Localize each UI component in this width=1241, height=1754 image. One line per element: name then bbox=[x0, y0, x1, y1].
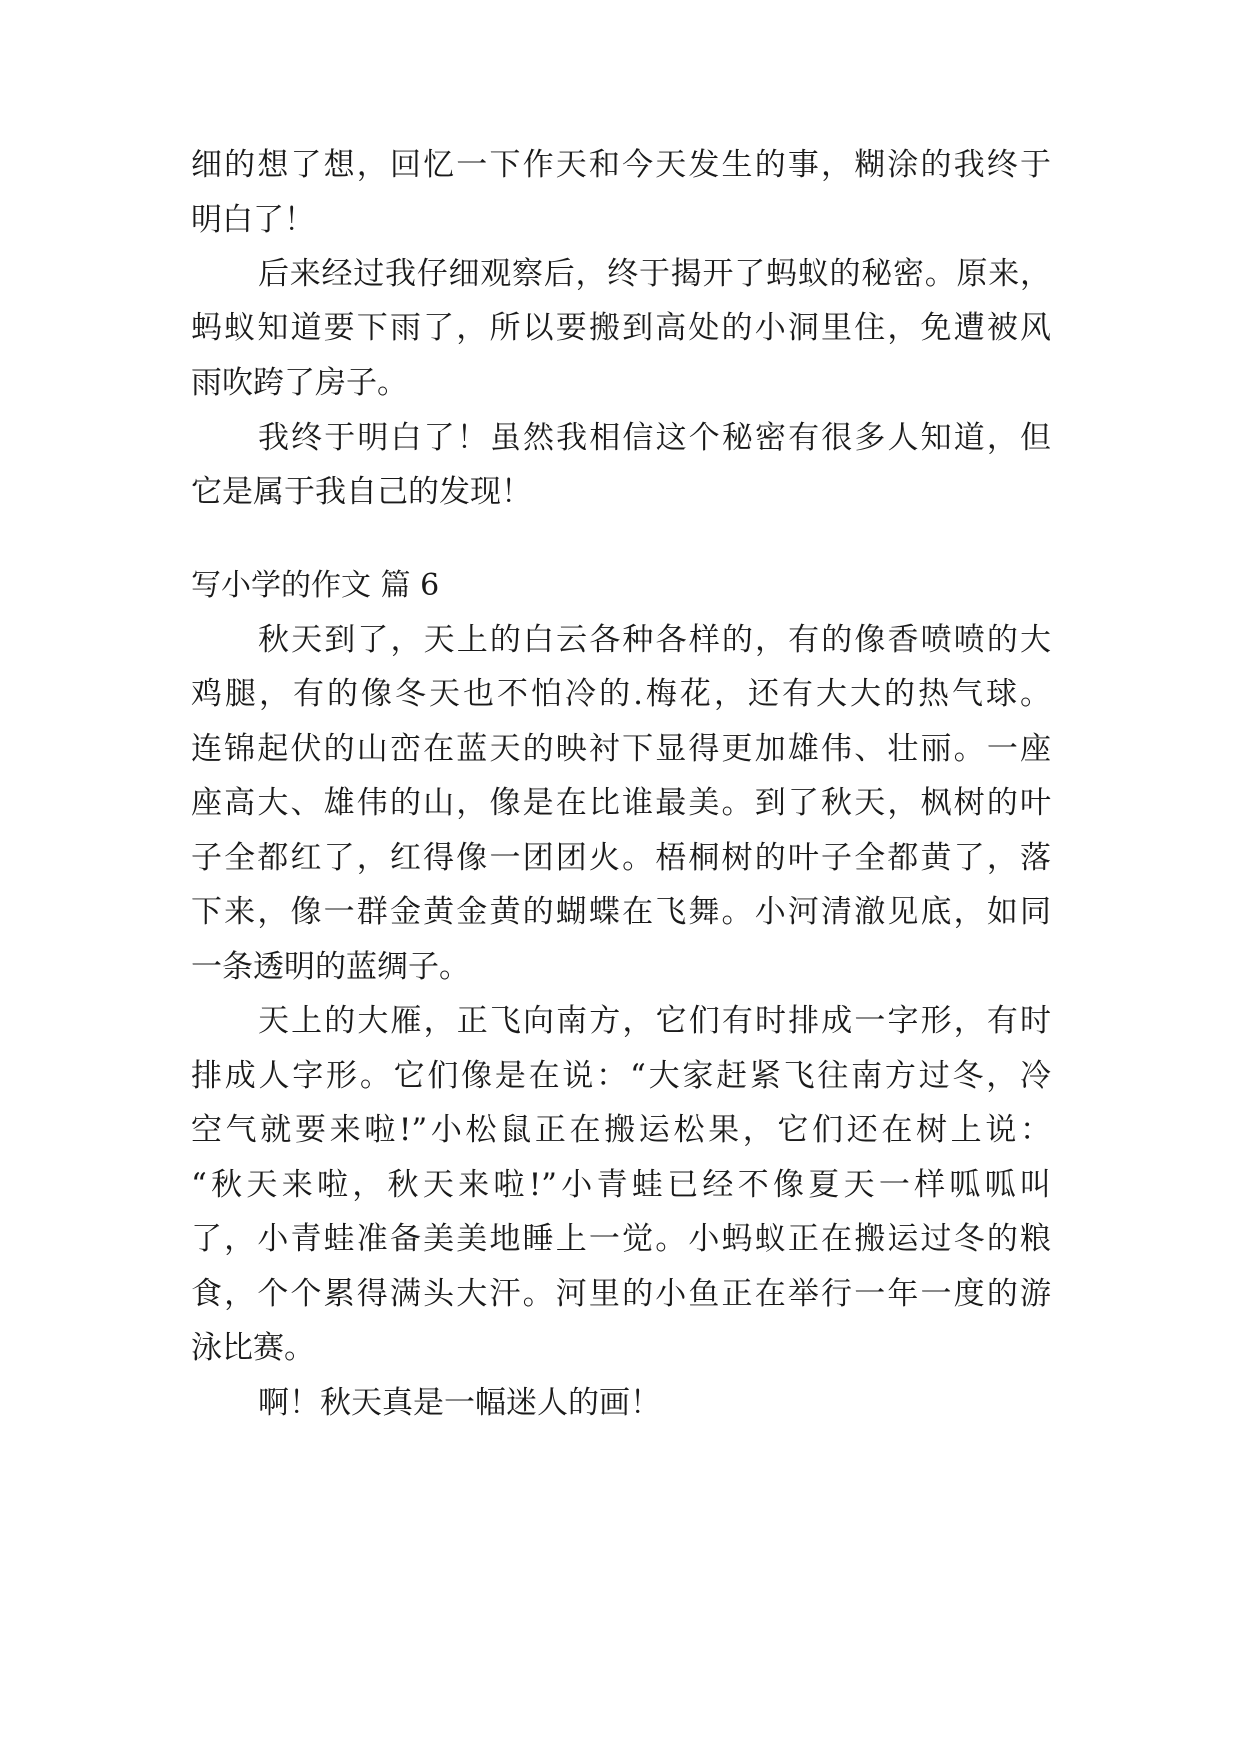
text-line: 雨吹跨了房子。 bbox=[191, 365, 408, 401]
text-line: 座高大、雄伟的山，像是在比谁最美。到了秋天，枫树的叶 bbox=[191, 785, 1051, 821]
text-line: 我终于明白了！虽然我相信这个秘密有很多人知道，但 bbox=[258, 420, 1051, 456]
text-line: 啊！秋天真是一幅迷人的画！ bbox=[258, 1385, 661, 1421]
text-line: “秋天来啦，秋天来啦!”小青蛙已经不像夏天一样呱呱叫 bbox=[191, 1167, 1051, 1203]
section-heading: 写小学的作文 篇 6 bbox=[191, 568, 440, 603]
text-line: 子全都红了，红得像一团团火。梧桐树的叶子全都黄了，落 bbox=[191, 840, 1051, 876]
text-line: 排成人字形。它们像是在说：“大家赶紧飞往南方过冬，冷 bbox=[191, 1058, 1051, 1094]
text-line: 秋天到了，天上的白云各种各样的，有的像香喷喷的大 bbox=[258, 622, 1051, 658]
text-line: 后来经过我仔细观察后，终于揭开了蚂蚁的秘密。原来， bbox=[258, 256, 1051, 292]
text-line: 鸡腿，有的像冬天也不怕冷的.梅花，还有大大的热气球。 bbox=[191, 676, 1051, 712]
text-line: 下来，像一群金黄金黄的蝴蝶在飞舞。小河清澈见底，如同 bbox=[191, 894, 1051, 930]
text-line: 它是属于我自己的发现！ bbox=[191, 474, 532, 510]
text-line: 了，小青蛙准备美美地睡上一觉。小蚂蚁正在搬运过冬的粮 bbox=[191, 1221, 1051, 1257]
text-line: 一条透明的蓝绸子。 bbox=[191, 949, 470, 985]
text-line: 明白了！ bbox=[191, 202, 315, 238]
text-line: 食，个个累得满头大汗。河里的小鱼正在举行一年一度的游 bbox=[191, 1276, 1051, 1312]
text-line: 空气就要来啦!”小松鼠正在搬运松果，它们还在树上说： bbox=[191, 1112, 1051, 1148]
text-line: 蚂蚁知道要下雨了，所以要搬到高处的小洞里住，免遭被风 bbox=[191, 310, 1051, 346]
text-line: 细的想了想，回忆一下作天和今天发生的事，糊涂的我终于 bbox=[191, 147, 1051, 183]
text-line: 连锦起伏的山峦在蓝天的映衬下显得更加雄伟、壮丽。一座 bbox=[191, 731, 1051, 767]
text-line: 天上的大雁，正飞向南方，它们有时排成一字形，有时 bbox=[258, 1003, 1051, 1039]
text-line: 泳比赛。 bbox=[191, 1330, 315, 1366]
